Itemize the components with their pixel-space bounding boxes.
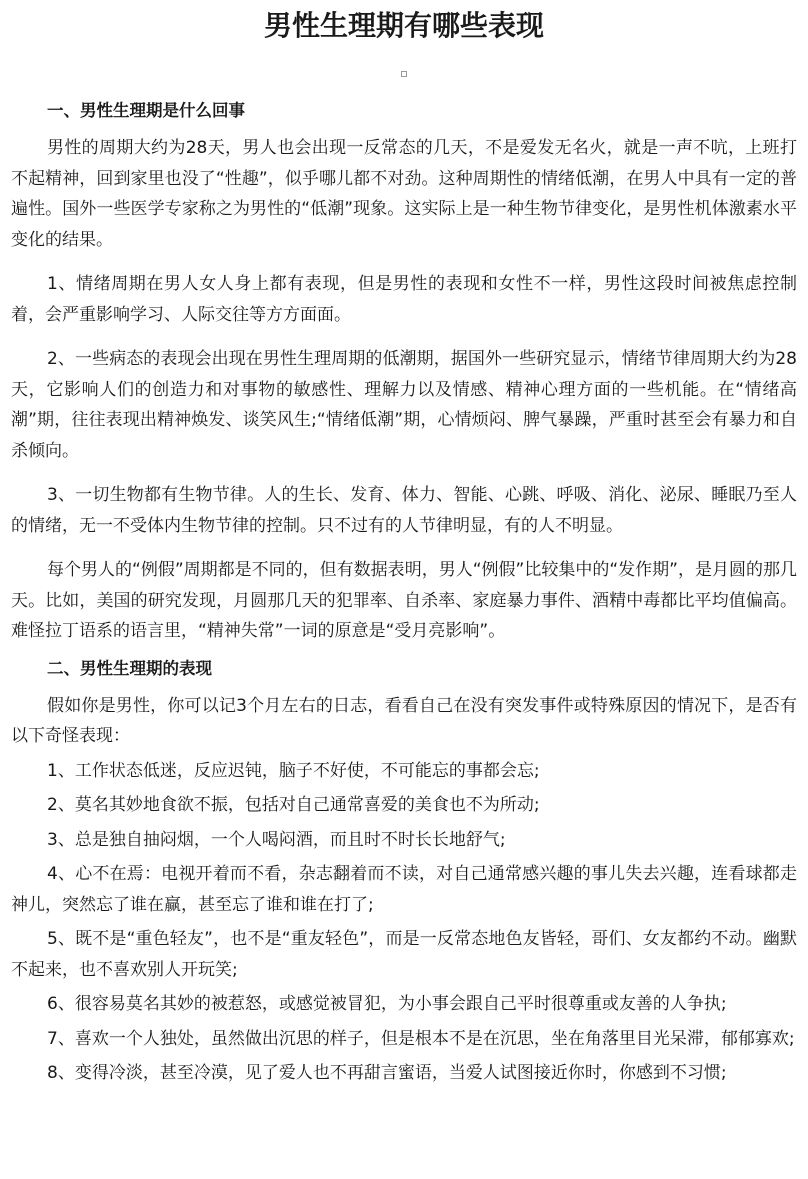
- section-heading-1: 一、男性生理期是什么回事: [47, 101, 245, 120]
- paragraph: 2、一些病态的表现会出现在男性生理周期的低潮期，据国外一些研究显示，情绪节律周期大约为28天，它影响人们的创造力和对事物的敏感性、理解力以及情感、精神心理方面的一些机能。在“情绪高潮”期，往往表现出精神焕发、谈笑风生;“情绪低潮”期，心情烦闷、脾气暴躁，严重时甚至会有暴力和自杀倾向。: [11, 349, 797, 461]
- document-title: 男性生理期有哪些表现: [263, 9, 544, 42]
- paragraph: 每个男人的“例假”周期都是不同的，但有数据表明，男人“例假”比较集中的“发作期”，是月圆的那几天。比如，美国的研究发现，月圆那几天的犯罪率、自杀率、家庭暴力事件、酒精中毒都比平均值偏高。难怪拉丁语系的语言里，“精神失常”一词的原意是“受月亮影响”。: [11, 560, 797, 641]
- list-item: 4、心不在焉：电视开着而不看，杂志翻着而不读，对自己通常感兴趣的事儿失去兴趣，连看球都走神儿，突然忘了谁在赢，甚至忘了谁和谁在打了;: [11, 864, 797, 915]
- section-heading-2: 二、男性生理期的表现: [47, 658, 212, 678]
- paragraph: 假如你是男性，你可以记3个月左右的日志，看看自己在没有突发事件或特殊原因的情况下，是否有以下奇怪表现：: [11, 695, 797, 746]
- paragraph: 3、一切生物都有生物节律。人的生长、发育、体力、智能、心跳、呼吸、消化、泌尿、睡眠乃至人的情绪，无一不受体内生物节律的控制。只不过有的人节律明显，有的人不明显。: [11, 485, 797, 536]
- paragraph: 1、情绪周期在男人女人身上都有表现，但是男性的表现和女性不一样，男性这段时间被焦虑控制着，会严重影响学习、人际交往等方方面面。: [11, 274, 797, 325]
- list-item: 2、莫名其妙地食欲不振，包括对自己通常喜爱的美食也不为所动;: [47, 795, 540, 815]
- list-item: 6、很容易莫名其妙的被惹怒，或感觉被冒犯，为小事会跟自己平时很尊重或友善的人争执;: [47, 994, 727, 1014]
- image-placeholder-icon: [401, 71, 407, 77]
- list-item: 3、总是独自抽闷烟，一个人喝闷酒，而且时不时长长地舒气;: [47, 829, 506, 850]
- paragraph: 男性的周期大约为28天，男人也会出现一反常态的几天，不是爱发无名火，就是一声不吭，上班打不起精神，回到家里也没了“性趣”，似乎哪儿都不对劲。这种周期性的情绪低潮，在男人中具有一定的普遍性。国外一些医学专家称之为男性的“低潮”现象。这实际上是一种生物节律变化，是男性机体激素水平变化的结果。: [11, 138, 797, 250]
- list-item: 5、既不是“重色轻友”，也不是“重友轻色”，而是一反常态地色友皆轻，哥们、女友都约不动。幽默不起来，也不喜欢别人开玩笑;: [11, 929, 797, 980]
- list-item: 8、变得冷淡，甚至冷漠，见了爱人也不再甜言蜜语，当爱人试图接近你时，你感到不习惯;: [47, 1063, 727, 1083]
- list-item: 7、喜欢一个人独处，虽然做出沉思的样子，但是根本不是在沉思，坐在角落里目光呆滞，郁郁寡欢;: [47, 1028, 795, 1049]
- list-item: 1、工作状态低迷，反应迟钝，脑子不好使，不可能忘的事都会忘;: [47, 760, 540, 781]
